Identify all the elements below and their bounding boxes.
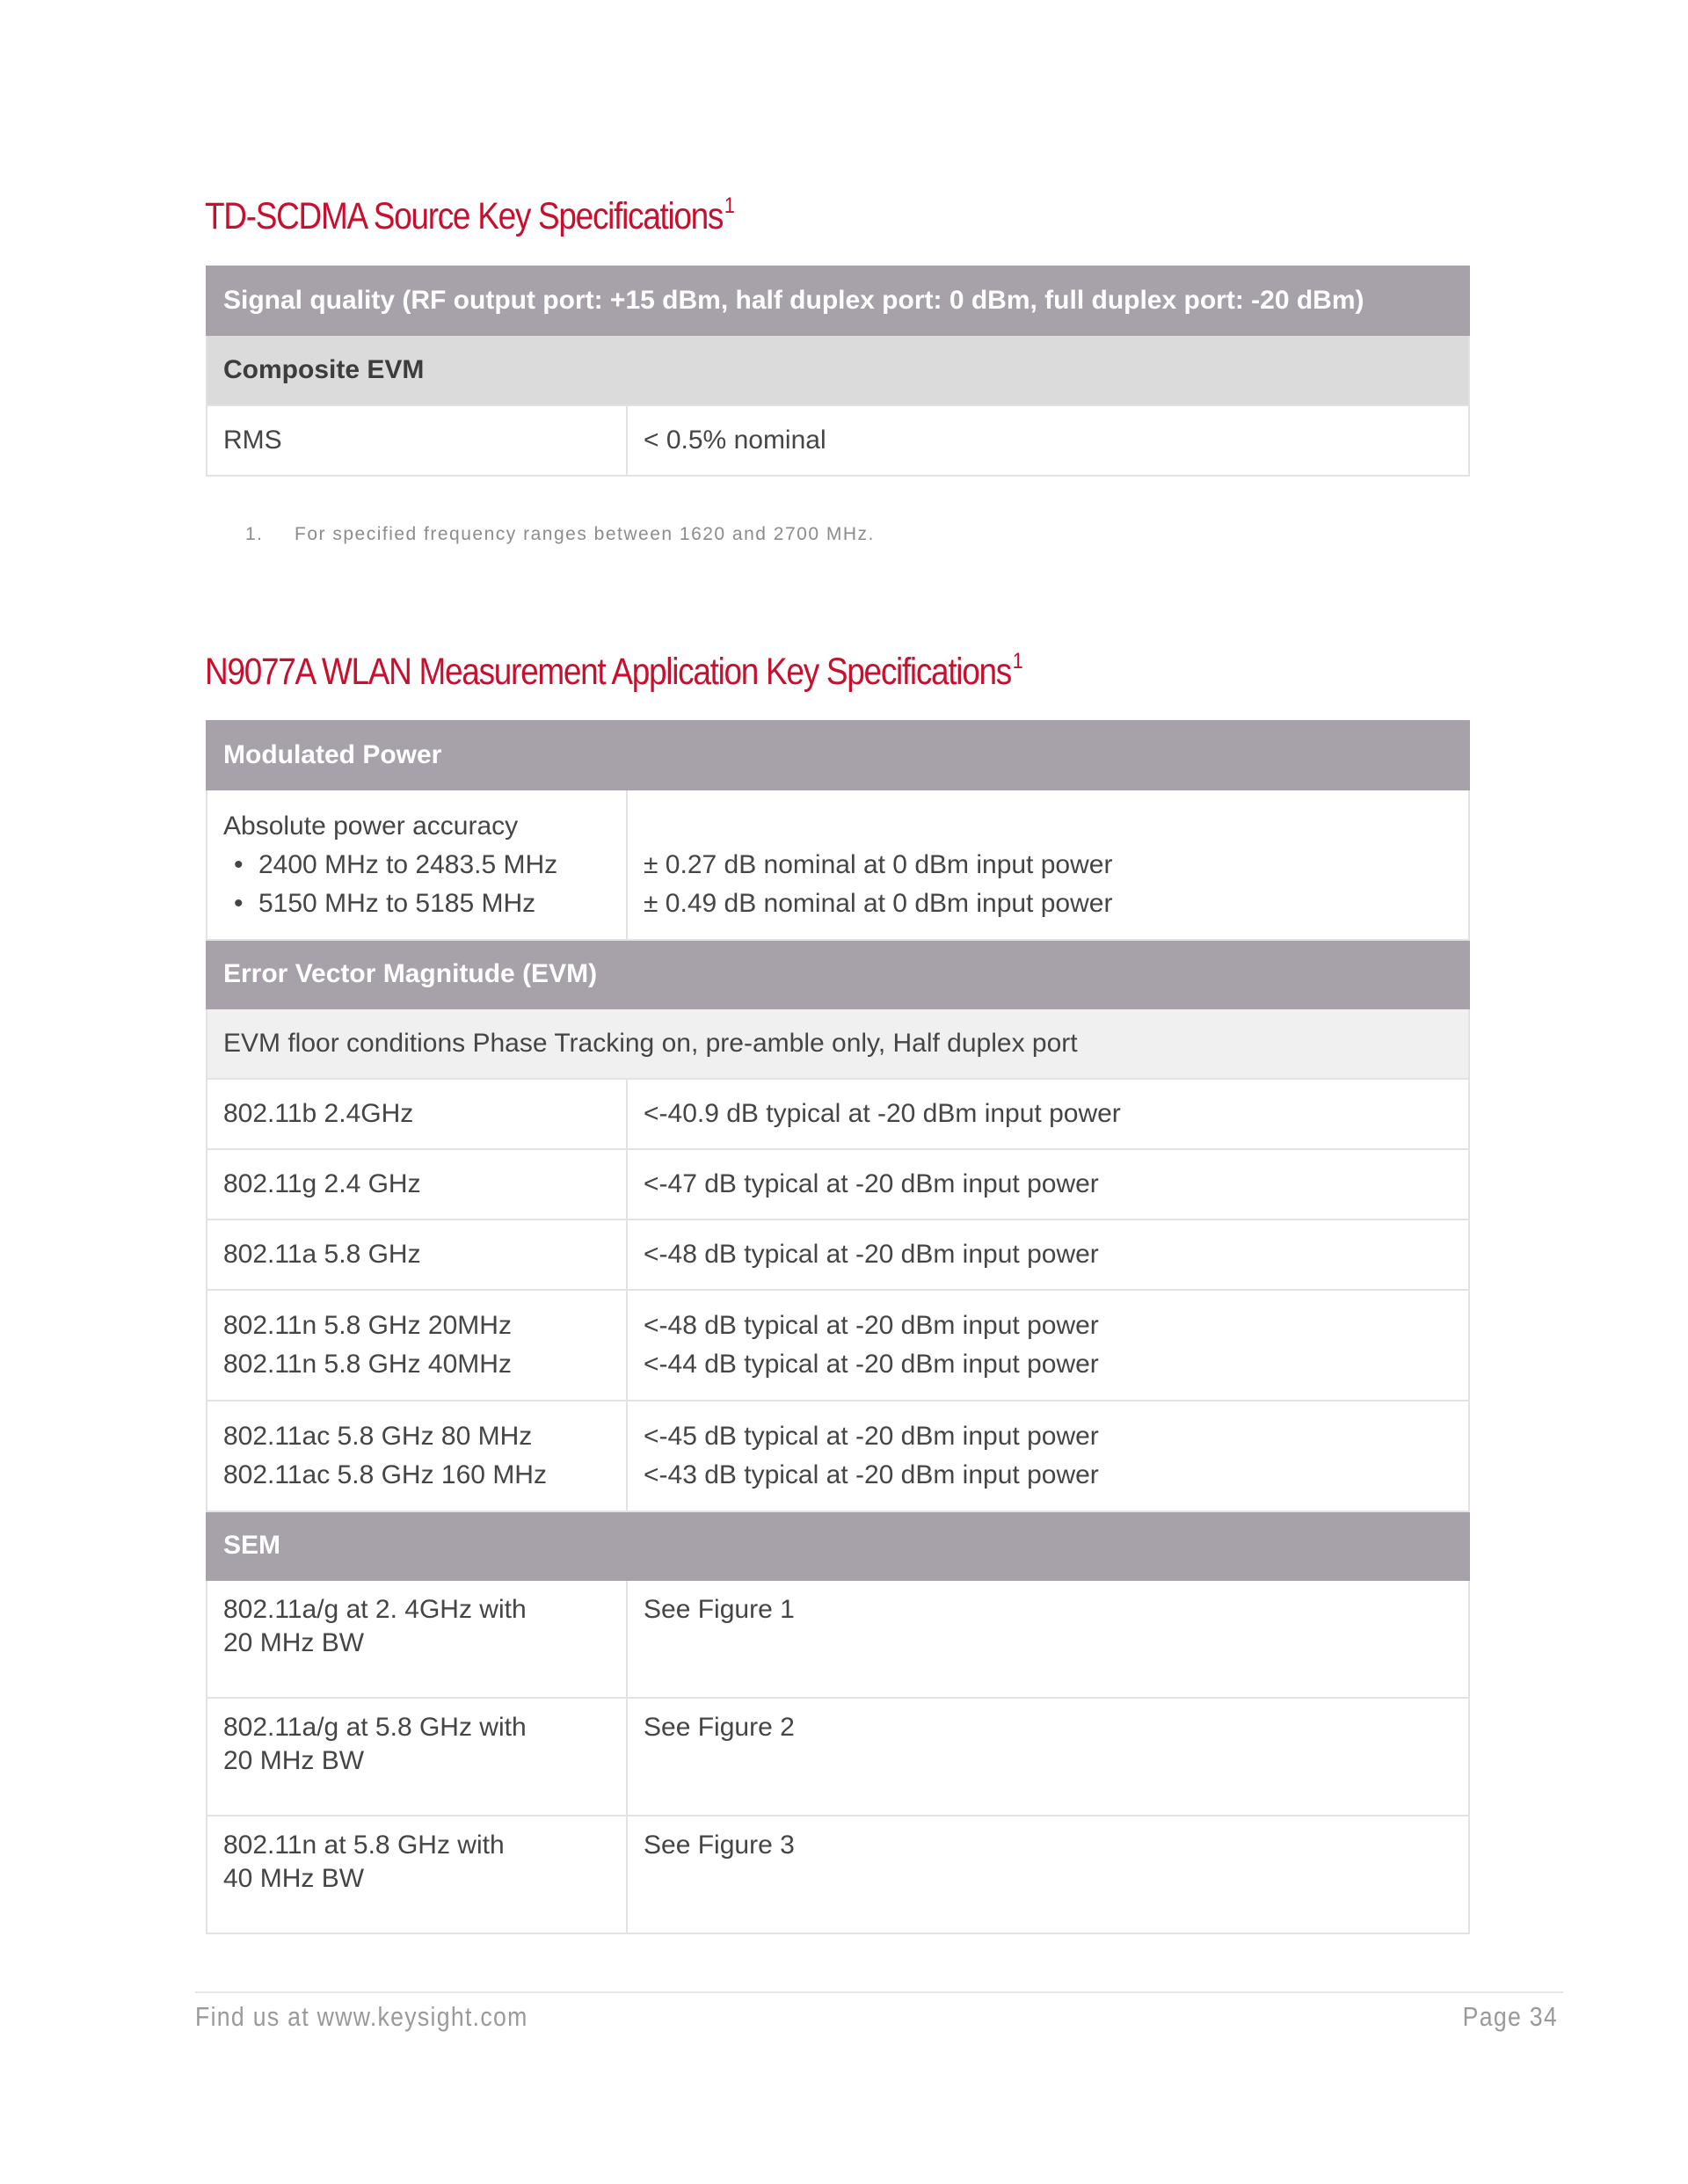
wlan-table xyxy=(206,720,1470,1934)
spec-value: < 0.5% nominal xyxy=(627,405,1469,476)
td-scdma-subheader: Composite EVM xyxy=(207,335,1469,405)
spec-label-cell xyxy=(207,1580,627,1698)
wlan-title-footnote-ref: 1 xyxy=(1012,649,1022,673)
td-scdma-footnote xyxy=(245,524,875,545)
wlan-title-text: N9077A WLAN Measurement Application Key Specifications xyxy=(205,651,1012,693)
spec-value: ± 0.27 dB nominal at 0 dBm input power xyxy=(644,849,1113,879)
spec-label: 802.11ac 5.8 GHz 160 MHz xyxy=(223,1460,547,1489)
band-label: 2400 MHz to 2483.5 MHz xyxy=(258,849,558,879)
spec-label: 802.11ac 5.8 GHz 80 MHz xyxy=(223,1422,533,1451)
absolute-power-accuracy-cell xyxy=(207,790,627,940)
spec-label-cell xyxy=(207,1698,627,1816)
spec-label: 40 MHz BW xyxy=(223,1864,365,1893)
modulated-power-header-row xyxy=(207,721,1469,790)
spec-label: 802.11b 2.4GHz xyxy=(207,1079,627,1149)
table-row xyxy=(207,1580,1469,1698)
frequency-band-list xyxy=(223,846,610,923)
spec-label-pair xyxy=(207,1401,627,1511)
spec-label: 20 MHz BW xyxy=(223,1746,365,1775)
sem-header-row xyxy=(207,1511,1469,1580)
spec-label: 802.11a/g at 5.8 GHz with xyxy=(223,1713,527,1742)
spec-label-pair xyxy=(207,1290,627,1401)
modulated-power-header: Modulated Power xyxy=(207,721,1469,790)
table-row xyxy=(207,1401,1469,1511)
spec-label: 802.11a/g at 2. 4GHz with xyxy=(223,1595,527,1624)
spec-label-cell xyxy=(207,1816,627,1933)
spec-value: <-44 dB typical at -20 dBm input power xyxy=(644,1350,1099,1379)
table-row xyxy=(207,1149,1469,1219)
td-scdma-title-footnote-ref: 1 xyxy=(724,193,734,218)
spec-label: 802.11a 5.8 GHz xyxy=(207,1219,627,1290)
evm-header-row xyxy=(207,940,1469,1008)
td-scdma-header-row xyxy=(207,266,1469,335)
spec-label: 802.11g 2.4 GHz xyxy=(207,1149,627,1219)
band-label: 5150 MHz to 5185 MHz xyxy=(258,888,536,918)
table-row xyxy=(207,790,1469,940)
evm-conditions-row xyxy=(207,1008,1469,1079)
spec-value: <-45 dB typical at -20 dBm input power xyxy=(644,1422,1099,1451)
spec-value: <-40.9 dB typical at -20 dBm input power xyxy=(627,1079,1469,1149)
td-scdma-table xyxy=(206,266,1470,477)
spec-value-pair xyxy=(627,1401,1469,1511)
spec-label: RMS xyxy=(207,405,627,476)
table-row xyxy=(207,1290,1469,1401)
footnote-text: For specified frequency ranges between 1620 and 2700 MHz. xyxy=(295,524,875,544)
evm-header: Error Vector Magnitude (EVM) xyxy=(207,940,1469,1008)
spec-value: See Figure 1 xyxy=(627,1580,1469,1698)
spec-value-pair xyxy=(627,1290,1469,1401)
spec-label: Absolute power accuracy xyxy=(223,811,519,841)
table-row xyxy=(207,405,1469,476)
table-row xyxy=(207,1698,1469,1816)
td-scdma-header: Signal quality (RF output port: +15 dBm, half duplex port: 0 dBm, full duplex port: -20 dBm) xyxy=(207,266,1469,335)
list-item xyxy=(234,885,610,923)
table-row xyxy=(207,1816,1469,1933)
page-number: Page 34 xyxy=(1462,2001,1558,2032)
footnote-number: 1. xyxy=(245,524,264,544)
spec-label: 802.11n at 5.8 GHz with xyxy=(223,1831,505,1860)
spec-value: <-43 dB typical at -20 dBm input power xyxy=(644,1460,1099,1489)
footer-website-link[interactable]: Find us at www.keysight.com xyxy=(195,2001,528,2032)
sem-header: SEM xyxy=(207,1511,1469,1580)
footer-divider xyxy=(195,1991,1563,1993)
table-row xyxy=(207,1079,1469,1149)
wlan-title xyxy=(205,651,1022,694)
td-scdma-title-text: TD-SCDMA Source Key Specifications xyxy=(205,195,724,237)
evm-conditions: EVM floor conditions Phase Tracking on, pre-amble only, Half duplex port xyxy=(207,1008,1469,1079)
spec-value: See Figure 2 xyxy=(627,1698,1469,1816)
absolute-power-accuracy-values xyxy=(627,790,1469,940)
spec-value: <-48 dB typical at -20 dBm input power xyxy=(627,1219,1469,1290)
spec-label: 20 MHz BW xyxy=(223,1628,365,1657)
list-item xyxy=(234,846,610,885)
table-row xyxy=(207,1219,1469,1290)
spec-value: <-47 dB typical at -20 dBm input power xyxy=(627,1149,1469,1219)
td-scdma-title xyxy=(205,195,734,238)
spec-value: See Figure 3 xyxy=(627,1816,1469,1933)
spec-value: <-48 dB typical at -20 dBm input power xyxy=(644,1311,1099,1340)
td-scdma-subheader-row xyxy=(207,335,1469,405)
spec-label: 802.11n 5.8 GHz 20MHz xyxy=(223,1311,512,1340)
spec-value: ± 0.49 dB nominal at 0 dBm input power xyxy=(644,888,1113,918)
spec-label: 802.11n 5.8 GHz 40MHz xyxy=(223,1350,512,1379)
